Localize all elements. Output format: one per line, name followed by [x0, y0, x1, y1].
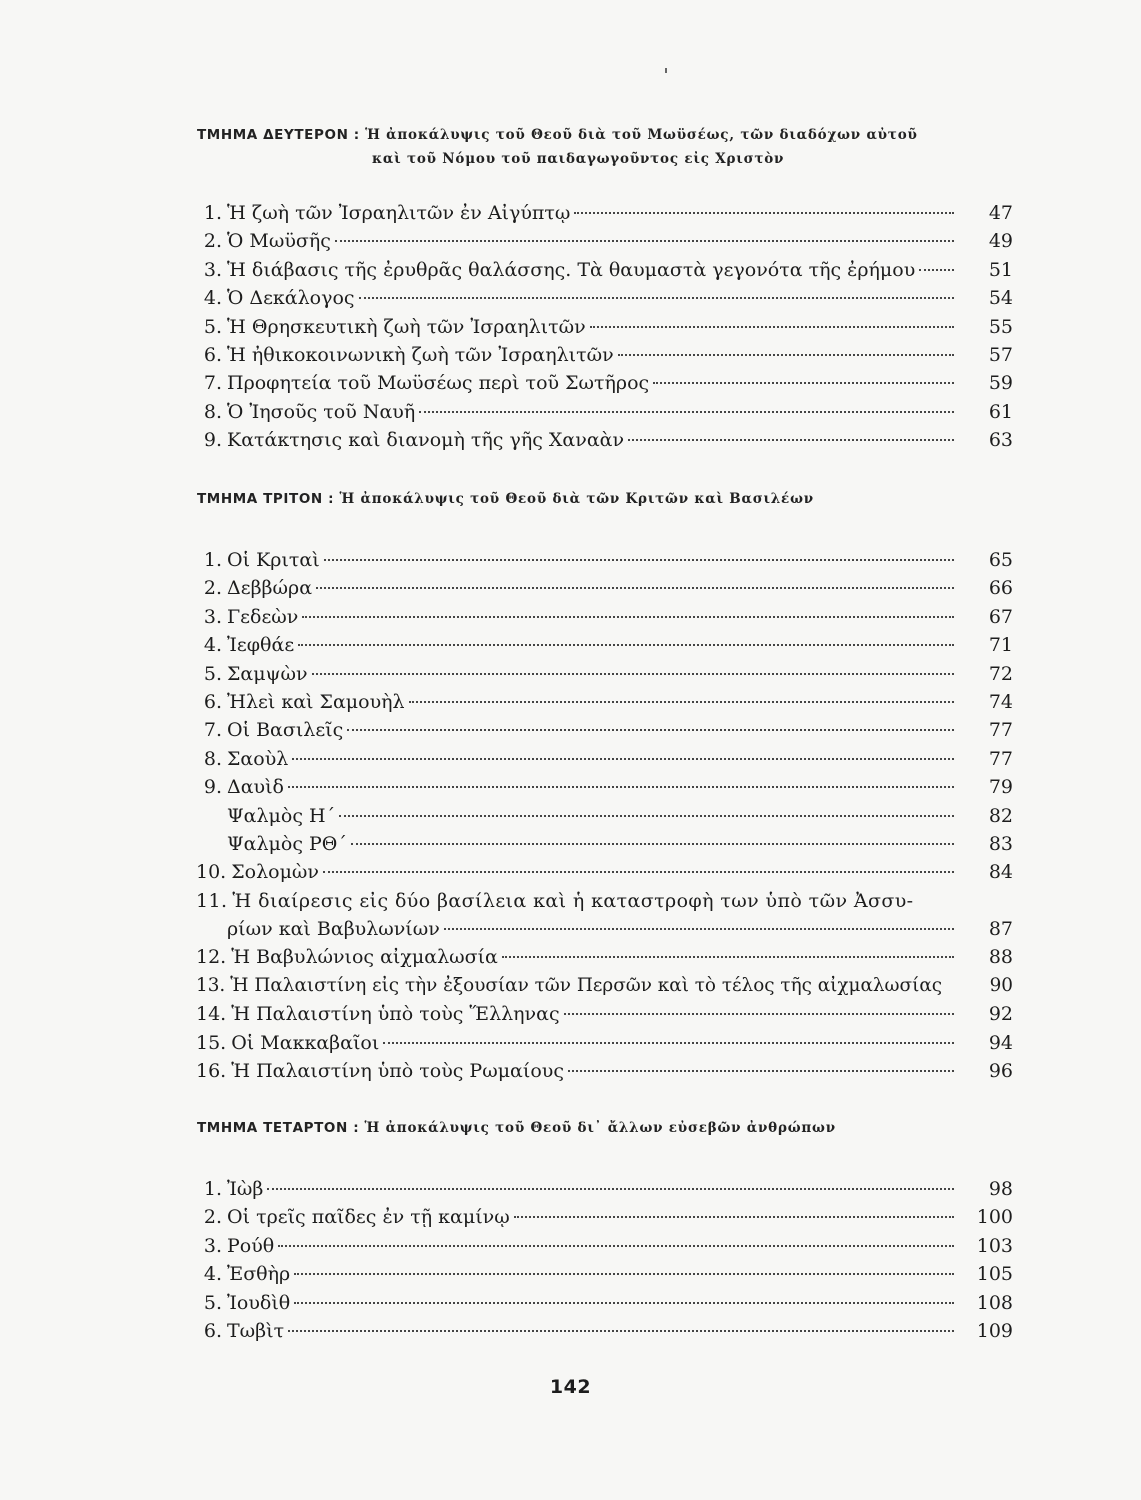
entry-page: 103 — [976, 1234, 1013, 1257]
entry-page: 65 — [988, 549, 1013, 571]
entry-page: 88 — [988, 946, 1013, 969]
entry-page: 51 — [988, 258, 1013, 281]
toc-list — [196, 199, 1013, 455]
entry-page: 77 — [988, 747, 1013, 770]
entry-page: 84 — [988, 861, 1013, 884]
toc-entry — [196, 716, 1013, 744]
entry-number: 4. — [203, 634, 222, 657]
entry-page: 71 — [988, 634, 1013, 657]
entry-title: Ψαλμὸς Η΄ — [227, 804, 336, 827]
entry-number: 2. — [203, 577, 222, 600]
entry-number: 5. — [203, 315, 222, 338]
section-label: ΤΜΗΜΑ ΤΡΙΤΟΝ : — [197, 491, 335, 507]
toc-entry — [196, 313, 1013, 341]
toc-entry — [196, 284, 1013, 312]
leader-dots — [568, 1070, 954, 1072]
leader-dots — [292, 758, 954, 760]
entry-number: 9. — [203, 776, 222, 799]
entry-number: 16. — [196, 1060, 227, 1083]
section-heading — [197, 1116, 1012, 1140]
section-title: Ἡ ἀποκάλυψις τοῦ Θεοῦ διὰ τοῦ Μωϋσέως, τῶν διαδόχων αὐτοῦ — [365, 127, 918, 143]
section-label: ΤΜΗΜΑ ΔΕΥΤΕΡΟΝ : — [197, 127, 360, 143]
entry-title: ρίων καὶ Βαβυλωνίων — [227, 918, 440, 941]
entry-title: Ὁ Δεκάλογος — [227, 287, 355, 310]
entry-title: Σαοὺλ — [227, 747, 289, 770]
entry-number: 10. — [196, 861, 227, 884]
toc-entry — [196, 1175, 1013, 1203]
entry-number: 8. — [203, 400, 222, 423]
entry-number: 6. — [203, 690, 222, 713]
section-label: ΤΜΗΜΑ ΤΕΤΑΡΤΟΝ : — [197, 1120, 360, 1136]
leader-dots — [288, 1330, 954, 1332]
entry-title: Ἡ διάβασις τῆς ἐρυθρᾶς θαλάσσης. Τὰ θαυμαστὰ γεγονότα τῆς ἐρήμου — [227, 258, 916, 281]
entry-page: 108 — [976, 1291, 1013, 1314]
toc-entry — [196, 1029, 1013, 1057]
toc-entry — [196, 341, 1013, 369]
toc-entry — [196, 887, 1013, 915]
entry-page: 83 — [988, 832, 1013, 855]
entry-number: 12. — [196, 946, 227, 969]
entry-number: 3. — [203, 605, 222, 628]
toc-entry — [196, 745, 1013, 773]
toc-entry — [196, 546, 1013, 574]
toc-entry — [196, 858, 1013, 886]
entry-page: 105 — [976, 1263, 1013, 1286]
entry-number: 15. — [196, 1031, 227, 1054]
leader-dots — [502, 956, 954, 958]
entry-number: 1. — [203, 1178, 222, 1200]
entry-number: 7. — [203, 719, 222, 742]
entry-page: 79 — [988, 776, 1013, 799]
leader-dots — [653, 382, 954, 384]
entry-title: Οἱ Μακκαβαῖοι — [231, 1031, 380, 1054]
entry-number: 7. — [203, 372, 222, 395]
entry-page: 54 — [988, 287, 1013, 310]
leader-dots — [628, 439, 954, 441]
entry-title: Ὁ Μωϋσῆς — [227, 230, 331, 253]
entry-page: 47 — [988, 202, 1013, 224]
entry-number: 14. — [196, 1003, 227, 1026]
toc-entry — [196, 398, 1013, 426]
print-speck — [665, 68, 667, 73]
entry-page: 90 — [989, 974, 1013, 996]
entry-number: 2. — [203, 1206, 222, 1229]
leader-dots — [316, 587, 954, 589]
toc-entry — [196, 369, 1013, 397]
toc-entry — [196, 227, 1013, 255]
toc-entry-continuation — [196, 915, 1013, 943]
entry-title: Ἡ Παλαιστίνη εἰς τὴν ἐξουσίαν τῶν Περσῶν καὶ τὸ τέλος τῆς αἰχμαλωσίας — [230, 974, 943, 996]
leader-dots — [409, 701, 954, 703]
entry-title: Ἡ Βαβυλώνιος αἰχμαλωσία — [231, 946, 498, 969]
entry-title: Τωβὶτ — [227, 1319, 285, 1342]
entry-page: 72 — [988, 662, 1013, 685]
section-title: Ἡ ἀποκάλυψις τοῦ Θεοῦ διὰ τῶν Κριτῶν καὶ Βασιλέων — [339, 491, 814, 507]
entry-title: Ὁ Ἰησοῦς τοῦ Ναυῆ — [227, 400, 416, 423]
entry-page: 57 — [988, 343, 1013, 366]
leader-dots — [323, 871, 954, 873]
entry-title: Ἠλεὶ καὶ Σαμουὴλ — [227, 690, 405, 713]
toc-entry — [196, 1260, 1013, 1288]
entry-number: 6. — [203, 343, 222, 366]
toc-entry — [196, 1000, 1013, 1028]
toc-entry — [196, 256, 1013, 284]
toc-entry — [196, 660, 1013, 688]
entry-number: 4. — [203, 1263, 222, 1286]
entry-title: Ρούθ — [227, 1234, 275, 1257]
toc-entry — [196, 972, 1013, 1000]
toc-entry — [196, 1317, 1013, 1345]
leader-dots — [351, 843, 954, 845]
toc-entry — [196, 574, 1013, 602]
leader-dots — [444, 928, 954, 930]
entry-number: 1. — [203, 549, 222, 571]
toc-entry — [196, 603, 1013, 631]
toc-entry — [196, 943, 1013, 971]
entry-page: 96 — [988, 1060, 1013, 1083]
entry-page: 82 — [988, 804, 1013, 827]
entry-title: Ἰὼβ — [227, 1178, 264, 1200]
entry-page: 74 — [988, 690, 1013, 713]
entry-title: Δεββώρα — [227, 577, 313, 600]
leader-dots — [302, 616, 954, 618]
toc-entry — [196, 773, 1013, 801]
toc-entry — [196, 631, 1013, 659]
entry-title: Ἰουδὶθ — [227, 1291, 291, 1314]
leader-dots — [347, 729, 954, 731]
entry-title: Ἰεφθάε — [227, 634, 295, 657]
section-title: Ἡ ἀποκάλυψις τοῦ Θεοῦ δι᾽ ἄλλων εὐσεβῶν ἀνθρώπων — [364, 1120, 836, 1136]
entry-page: 100 — [976, 1206, 1013, 1229]
entry-title: Ἡ Θρησκευτικὴ ζωὴ τῶν Ἰσραηλιτῶν — [227, 315, 586, 338]
entry-page: 98 — [988, 1178, 1013, 1200]
leader-dots — [590, 326, 954, 328]
entry-number: 8. — [203, 747, 222, 770]
entry-title: Σολομὼν — [231, 861, 319, 884]
entry-number: 9. — [203, 429, 222, 452]
entry-number: 13. — [196, 974, 226, 996]
leader-dots — [383, 1042, 954, 1044]
entry-page: 67 — [988, 605, 1013, 628]
toc-entry — [196, 1203, 1013, 1231]
toc-entry — [196, 1232, 1013, 1260]
leader-dots — [574, 212, 954, 214]
entry-title: Κατάκτησις καὶ διανομὴ τῆς γῆς Χαναὰν — [227, 429, 625, 452]
leader-dots — [919, 269, 954, 271]
toc-entry — [196, 688, 1013, 716]
entry-number: 4. — [203, 287, 222, 310]
entry-title: Ἡ ἠθικοκοινωνικὴ ζωὴ τῶν Ἰσραηλιτῶν — [227, 343, 614, 366]
entry-title: Οἱ Βασιλεῖς — [227, 719, 344, 742]
entry-title: Σαμψὼν — [227, 662, 308, 685]
toc-list — [196, 546, 1013, 1085]
entry-title: Οἱ τρεῖς παῖδες ἐν τῇ καμίνῳ — [227, 1206, 510, 1229]
entry-page: 77 — [988, 719, 1013, 742]
leader-dots — [278, 1245, 954, 1247]
leader-dots — [618, 354, 954, 356]
entry-page: 109 — [976, 1319, 1013, 1342]
entry-number: 5. — [203, 662, 222, 685]
entry-page: 49 — [988, 230, 1013, 253]
toc-subentry — [196, 802, 1013, 830]
leader-dots — [288, 786, 954, 788]
entry-title: Ἡ διαίρεσις εἰς δύο βασίλεια καὶ ἡ καταστροφὴ των ὑπὸ τῶν Ἀσσυ- — [232, 889, 914, 912]
entry-page: 66 — [988, 577, 1013, 600]
entry-page: 61 — [988, 400, 1013, 423]
section-heading — [197, 487, 1012, 511]
entry-number: 3. — [203, 1234, 222, 1257]
entry-title: Ψαλμὸς ΡΘ΄ — [227, 832, 347, 855]
entry-title: Οἱ Κριταὶ — [227, 549, 320, 571]
leader-dots — [294, 1302, 954, 1304]
leader-dots — [564, 1013, 954, 1015]
leader-dots — [359, 297, 954, 299]
entry-page: 63 — [988, 429, 1013, 452]
entry-title: Γεδεὼν — [227, 605, 299, 628]
toc-entry — [196, 426, 1013, 454]
entry-title: Ἡ Παλαιστίνη ὑπὸ τοὺς Ἕλληνας — [231, 1003, 560, 1026]
entry-title: Προφητεία τοῦ Μωϋσέως περὶ τοῦ Σωτῆρος — [227, 372, 650, 395]
entry-number: 1. — [203, 202, 222, 224]
section-heading — [197, 123, 1012, 171]
entry-title: Δαυὶδ — [227, 776, 284, 799]
toc-subentry — [196, 830, 1013, 858]
page-number: 142 — [549, 1376, 592, 1398]
entry-title: Ἐσθὴρ — [227, 1263, 291, 1286]
toc-list — [196, 1175, 1013, 1345]
entry-number: 3. — [203, 258, 222, 281]
entry-title: Ἡ Παλαιστίνη ὑπὸ τοὺς Ρωμαίους — [231, 1060, 564, 1083]
entry-title: Ἡ ζωὴ τῶν Ἰσραηλιτῶν ἐν Αἰγύπτῳ — [227, 202, 571, 224]
entry-page: 94 — [988, 1031, 1013, 1054]
entry-number: 5. — [203, 1291, 222, 1314]
toc-entry — [196, 199, 1013, 227]
leader-dots — [335, 240, 954, 242]
leader-dots — [312, 673, 954, 675]
leader-dots — [419, 411, 954, 413]
entry-number: 2. — [203, 230, 222, 253]
section-title-continued: καὶ τοῦ Νόμου τοῦ παιδαγωγοῦντος εἰς Χριστὸν — [372, 151, 785, 167]
entry-page: 92 — [988, 1003, 1013, 1026]
toc-entry — [196, 1289, 1013, 1317]
leader-dots — [298, 644, 954, 646]
entry-number: 11. — [196, 889, 228, 912]
leader-dots — [294, 1273, 954, 1275]
entry-page: 87 — [988, 918, 1013, 941]
toc-entry — [196, 1057, 1013, 1085]
leader-dots — [514, 1216, 954, 1218]
entry-page: 55 — [988, 315, 1013, 338]
leader-dots — [267, 1188, 954, 1190]
entry-number: 6. — [203, 1319, 222, 1342]
leader-dots — [324, 559, 954, 561]
entry-page: 59 — [988, 372, 1013, 395]
leader-dots — [339, 815, 954, 817]
